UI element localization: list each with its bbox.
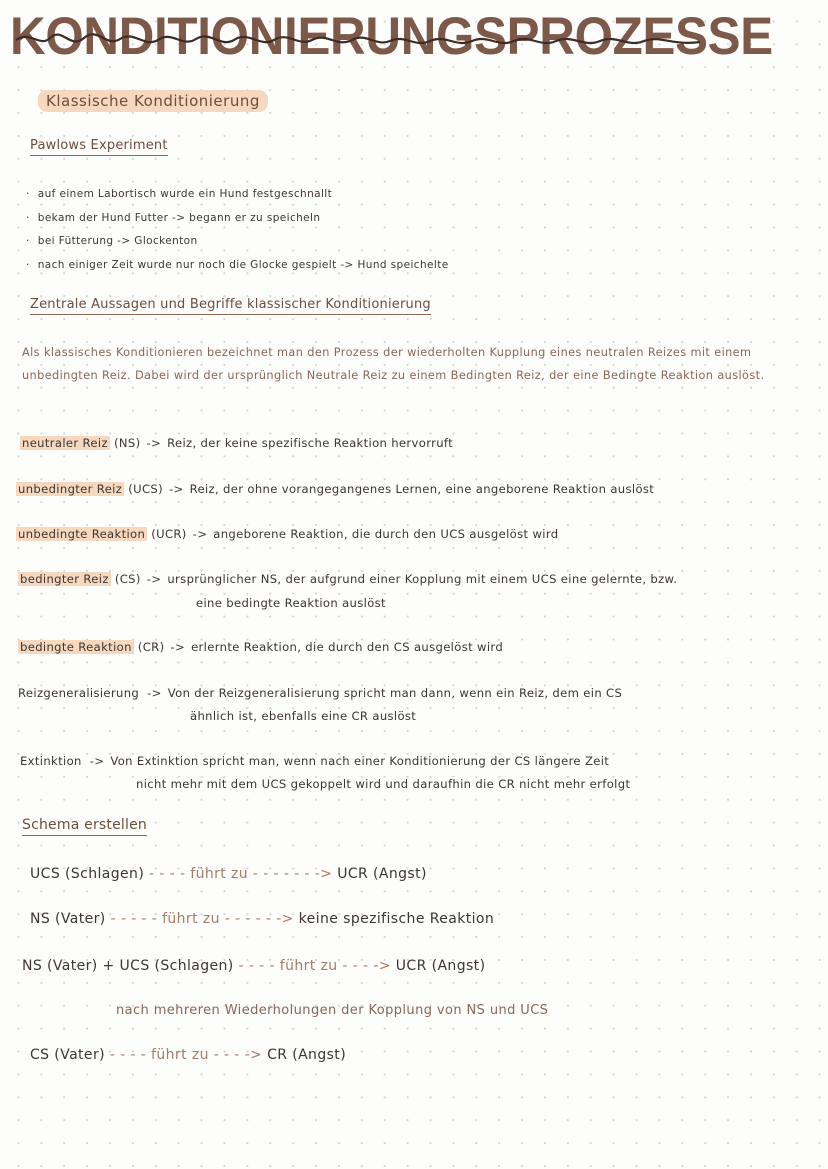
arrow-icon: ->	[146, 572, 162, 586]
term-description: Reiz, der ohne vorangegangenes Lernen, eine angeborene Reaktion auslöst	[189, 482, 655, 496]
schema-right: UCR (Angst)	[395, 958, 486, 974]
term-row-generalization	[16, 686, 622, 700]
schema-heading: Schema erstellen	[22, 817, 147, 836]
schema-dashes: - - - - -	[110, 911, 158, 927]
experiment-heading: Pawlows Experiment	[30, 138, 168, 156]
term-row-extinction	[18, 754, 609, 768]
schema-note: nach mehreren Wiederholungen der Kopplung von NS und UCS	[116, 1003, 549, 1018]
schema-right: UCR (Angst)	[337, 866, 427, 882]
term-abbr: (NS)	[113, 436, 141, 450]
arrow-icon: ->	[147, 686, 162, 700]
term-description: Reiz, der keine spezifische Reaktion hervorruft	[167, 436, 454, 450]
arrow-icon: ->	[168, 482, 184, 496]
schema-connector: führt zu	[190, 866, 249, 882]
term-label: unbedingter Reiz	[18, 482, 123, 496]
schema-connector: führt zu	[162, 911, 220, 927]
experiment-bullet: · nach einiger Zeit wurde nur noch die Glocke gespielt -> Hund speichelte	[26, 254, 449, 278]
term-label: bedingte Reaktion	[20, 640, 132, 654]
schema-dashes-arrow: - - - ->	[342, 958, 391, 974]
term-description-continued: nicht mehr mit dem UCS gekoppelt wird und daraufhin die CR nicht mehr erfolgt	[136, 777, 631, 791]
term-label: Reizgeneralisierung	[18, 686, 140, 700]
term-description: erlernte Reaktion, die durch den CS ausgelöst wird	[191, 640, 504, 654]
term-description-continued: eine bedingte Reaktion auslöst	[196, 596, 386, 610]
concepts-heading: Zentrale Aussagen und Begriffe klassischer Konditionierung	[30, 297, 431, 315]
term-abbr: (UCR)	[151, 527, 187, 541]
definition-paragraph: Als klassisches Konditionieren bezeichnet man den Prozess der wiederholten Kupplung eines neutralen Reizes mit einem unbedingten Reiz. Dabei wird der ursprünglich Neutrale Reiz zu einem Bedingten Reiz, der eine Bedingte Reaktion auslöst.	[22, 346, 765, 382]
schema-dashes-arrow: - - - - - ->	[224, 911, 294, 927]
term-row-cs	[18, 572, 677, 586]
experiment-bullet: · auf einem Labortisch wurde ein Hund festgeschnallt	[26, 183, 449, 207]
schema-right: keine spezifische Reaktion	[298, 911, 495, 927]
schema-dashes: - - - -	[149, 866, 186, 882]
term-row-ucr	[16, 527, 558, 541]
term-label: Extinktion	[20, 754, 82, 768]
schema-dashes: - - - -	[109, 1047, 147, 1063]
term-description: Von Extinktion spricht man, wenn nach einer Konditionierung der CS längere Zeit	[110, 754, 610, 768]
schema-dashes-arrow: - - - ->	[213, 1047, 263, 1063]
page-title-text: KONDITIONIERUNGSPROZESSE	[10, 7, 773, 66]
term-abbr: (CR)	[137, 640, 165, 654]
term-description-continued: ähnlich ist, ebenfalls eine CR auslöst	[190, 709, 417, 723]
schema-dashes-arrow: - - - - - - ->	[252, 866, 333, 882]
term-label: neutraler Reiz	[22, 436, 108, 450]
schema-connector: führt zu	[151, 1047, 209, 1063]
term-abbr: (CS)	[114, 572, 141, 586]
schema-row	[30, 866, 427, 882]
arrow-icon: ->	[89, 754, 105, 768]
schema-row-final	[30, 1047, 346, 1063]
experiment-bullet: · bei Fütterung -> Glockenton	[26, 230, 449, 254]
schema-left: NS (Vater)	[30, 911, 106, 927]
term-row-ns	[20, 436, 453, 450]
arrow-icon: ->	[170, 640, 186, 654]
schema-left: UCS (Schlagen)	[30, 866, 145, 882]
term-row-cr	[18, 640, 503, 654]
schema-connector: führt zu	[279, 958, 338, 974]
term-label: bedingter Reiz	[20, 572, 109, 586]
schema-right: CR (Angst)	[267, 1047, 347, 1063]
arrow-icon: ->	[192, 527, 208, 541]
schema-left: CS (Vater)	[30, 1047, 105, 1063]
term-abbr: (UCS)	[128, 482, 163, 496]
schema-row	[30, 911, 494, 927]
page-title	[10, 4, 773, 70]
title-strikethrough-decoration	[10, 4, 710, 70]
section-heading: Klassische Konditionierung	[38, 90, 268, 112]
schema-row	[22, 958, 485, 974]
experiment-bullet-list	[26, 183, 449, 277]
arrow-icon: ->	[146, 436, 162, 450]
experiment-bullet: · bekam der Hund Futter -> begann er zu speicheln	[26, 207, 449, 231]
term-row-ucs	[16, 482, 654, 496]
term-description: Von der Reizgeneralisierung spricht man dann, wenn ein Reiz, dem ein CS	[167, 686, 623, 700]
term-label: unbedingte Reaktion	[18, 527, 146, 541]
schema-dashes: - - - -	[238, 958, 275, 974]
schema-left: NS (Vater) + UCS (Schlagen)	[22, 958, 234, 974]
term-description: angeborene Reaktion, die durch den UCS ausgelöst wird	[213, 527, 559, 541]
term-description: ursprünglicher NS, der aufgrund einer Kopplung mit einem UCS eine gelernte, bzw.	[167, 572, 678, 586]
